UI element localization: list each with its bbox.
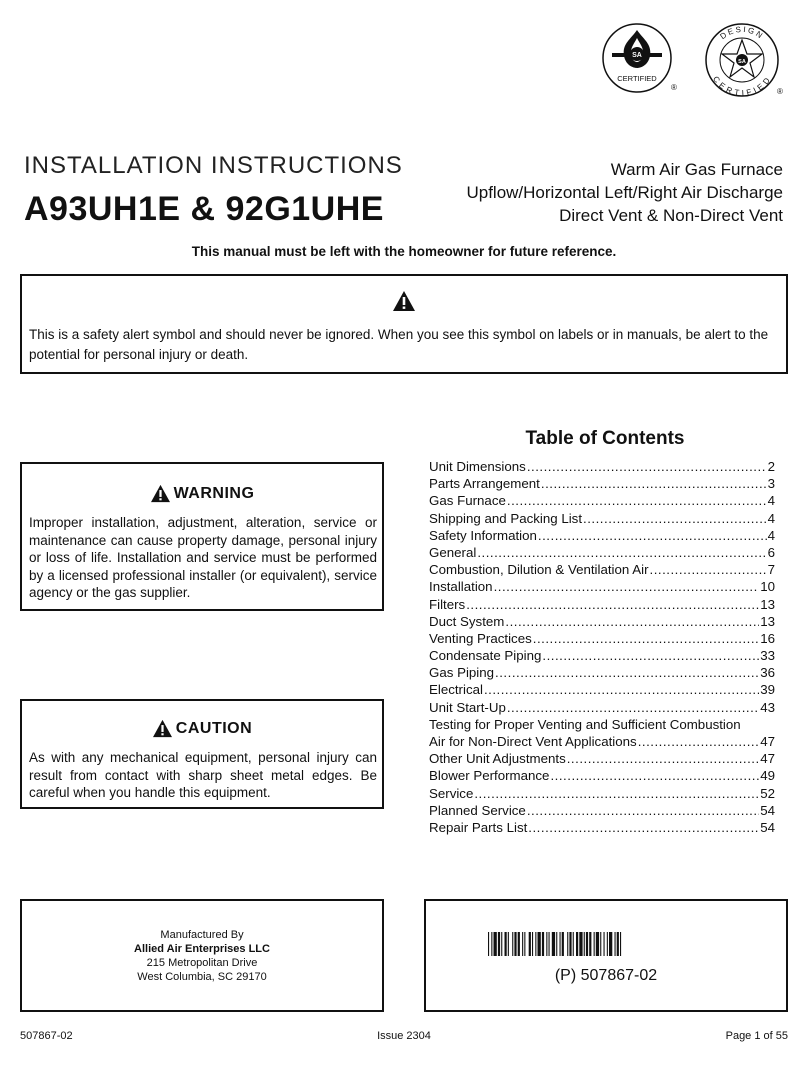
barcode-bar xyxy=(589,932,591,956)
manufacturer-line-1: Manufactured By xyxy=(160,929,244,941)
barcode-bar xyxy=(498,932,500,956)
toc-entry[interactable]: Service ..... 52 xyxy=(429,785,775,802)
subtitle-line-1: Warm Air Gas Furnace xyxy=(610,160,783,179)
barcode-bar xyxy=(584,932,585,956)
svg-text:CERTIFIED: CERTIFIED xyxy=(617,74,657,83)
caution-heading xyxy=(22,719,382,738)
barcode-bar xyxy=(542,932,544,956)
warning-heading xyxy=(22,484,382,503)
model-title: A93UH1E & 92G1UHE xyxy=(24,190,384,228)
toc-entry[interactable]: Repair Parts List ..... 54 xyxy=(429,819,775,836)
toc-entry[interactable]: General ..... 6 xyxy=(429,544,775,561)
toc-entry[interactable]: Blower Performance ..... 49 xyxy=(429,767,775,784)
toc-entry[interactable]: Safety Information ..... 4 xyxy=(429,527,775,544)
caution-triangle-icon xyxy=(152,719,173,738)
toc-entry[interactable]: Condensate Piping ..... 33 xyxy=(429,647,775,664)
svg-text:CERTIFIED: CERTIFIED xyxy=(711,74,773,98)
safety-alert-text: This is a safety alert symbol and should never be ignored. When you see this symbol on labels or in manuals, be alert to the potential for personal injury or death. xyxy=(29,327,769,362)
toc-entry[interactable]: Other Unit Adjustments ..... 47 xyxy=(429,750,775,767)
barcode-bar xyxy=(586,932,588,956)
part-number: (P) 507867-02 xyxy=(554,967,658,984)
toc-entry[interactable]: Duct System ..... 13 xyxy=(429,613,775,630)
barcode-bar xyxy=(546,932,547,956)
svg-text:SA: SA xyxy=(632,52,642,59)
toc-list xyxy=(429,458,775,836)
barcode-bar xyxy=(609,932,612,956)
footer-doc-number: 507867-02 xyxy=(20,1030,73,1042)
document-type-title: INSTALLATION INSTRUCTIONS xyxy=(24,152,403,179)
barcode-bar xyxy=(576,932,578,956)
manufacturer-name: Allied Air Enterprises LLC xyxy=(134,943,270,955)
svg-text:®: ® xyxy=(671,83,677,92)
barcode-bar xyxy=(508,932,509,956)
barcode-bar xyxy=(569,932,571,956)
safety-alert-box xyxy=(20,274,788,374)
barcode-bar xyxy=(604,932,605,956)
barcode xyxy=(488,932,724,956)
toc-entry[interactable]: Planned Service ..... 54 xyxy=(429,802,775,819)
csa-certified-logo xyxy=(600,22,680,94)
toc-entry[interactable]: Gas Furnace ..... 4 xyxy=(429,492,775,509)
caution-heading-label: CAUTION xyxy=(175,719,253,737)
toc-entry[interactable]: Venting Practices ..... 16 xyxy=(429,630,775,647)
warning-text: Improper installation, adjustment, alteration, service or maintenance can cause property damage, personal injury or loss of life. Installation and service must be performed by a licensed professional installer (or equivalent), service agency or the gas supplier. xyxy=(29,515,377,600)
barcode-bar xyxy=(514,932,516,956)
manufacturer-box xyxy=(20,899,384,1012)
design-certified-logo xyxy=(702,22,786,98)
barcode-bar xyxy=(556,932,557,956)
toc-entry-first-line[interactable]: Testing for Proper Venting and Sufficient Combustion xyxy=(429,716,741,732)
barcode-bar xyxy=(535,932,536,956)
barcode-bar xyxy=(600,932,601,956)
barcode-bar xyxy=(549,932,550,956)
manufacturer-address: 215 Metropolitan Drive xyxy=(146,957,258,969)
barcode-bar xyxy=(501,932,502,956)
barcode-bar xyxy=(529,932,531,956)
barcode-bar xyxy=(620,932,621,956)
footer-page: Page 1 of 55 xyxy=(725,1030,788,1042)
subtitle-line-2: Upflow/Horizontal Left/Right Air Discharge xyxy=(466,183,783,202)
homeowner-notice: This manual must be left with the homeowner for future reference. xyxy=(191,244,617,259)
toc-entry[interactable]: Unit Start-Up ..... 43 xyxy=(429,699,775,716)
barcode-bar xyxy=(505,932,507,956)
barcode-bar xyxy=(532,932,533,956)
toc-entry[interactable]: Parts Arrangement ..... 3 xyxy=(429,475,775,492)
barcode-bar xyxy=(491,932,492,956)
toc-entry[interactable]: Installation ..... 10 xyxy=(429,578,775,595)
barcode-bar xyxy=(594,932,595,956)
barcode-box xyxy=(424,899,788,1012)
caution-text: As with any mechanical equipment, personal injury can result from contact with sharp sheet metal edges. Be careful when you handle this equipment. xyxy=(29,750,377,800)
warning-heading-label: WARNING xyxy=(173,484,255,502)
toc-entry[interactable]: Unit Dimensions ..... 2 xyxy=(429,458,775,475)
svg-text:DESIGN: DESIGN xyxy=(718,24,766,42)
barcode-bar xyxy=(596,932,599,956)
footer-issue: Issue 2304 xyxy=(377,1030,431,1042)
barcode-bar xyxy=(488,932,489,956)
barcode-bar xyxy=(615,932,616,956)
warning-triangle-icon xyxy=(150,484,171,503)
warning-box xyxy=(20,462,384,611)
manufacturer-city: West Columbia, SC 29170 xyxy=(137,971,267,983)
subtitle-line-3: Direct Vent & Non-Direct Vent xyxy=(559,206,783,225)
barcode-bar xyxy=(567,932,568,956)
barcode-bar xyxy=(512,932,513,956)
svg-text:SA: SA xyxy=(738,59,746,65)
toc-entry[interactable]: Gas Piping ..... 36 xyxy=(429,664,775,681)
barcode-bar xyxy=(518,932,520,956)
barcode-bar xyxy=(562,932,564,956)
svg-text:®: ® xyxy=(777,87,783,96)
caution-box xyxy=(20,699,384,809)
toc-entry[interactable]: Air for Non-Direct Vent Applications ..... 47 xyxy=(429,733,775,750)
toc-entry[interactable]: Shipping and Packing List ..... 4 xyxy=(429,510,775,527)
barcode-bar xyxy=(607,932,608,956)
manufacturer-info xyxy=(22,928,382,984)
barcode-bar xyxy=(579,932,582,956)
barcode-bar xyxy=(522,932,523,956)
barcode-bar xyxy=(552,932,555,956)
barcode-bar xyxy=(573,932,574,956)
barcode-bar xyxy=(538,932,541,956)
barcode-bar xyxy=(524,932,525,956)
toc-entry[interactable]: Combustion, Dilution & Ventilation Air ..... 7 xyxy=(429,561,775,578)
barcode-bar xyxy=(617,932,619,956)
barcode-bar xyxy=(560,932,561,956)
toc-entry[interactable]: Filters ..... 13 xyxy=(429,596,775,613)
safety-alert-icon xyxy=(392,290,416,312)
toc-entry[interactable]: Electrical ..... 39 xyxy=(429,681,775,698)
toc-title: Table of Contents xyxy=(525,428,685,449)
barcode-bar xyxy=(494,932,497,956)
